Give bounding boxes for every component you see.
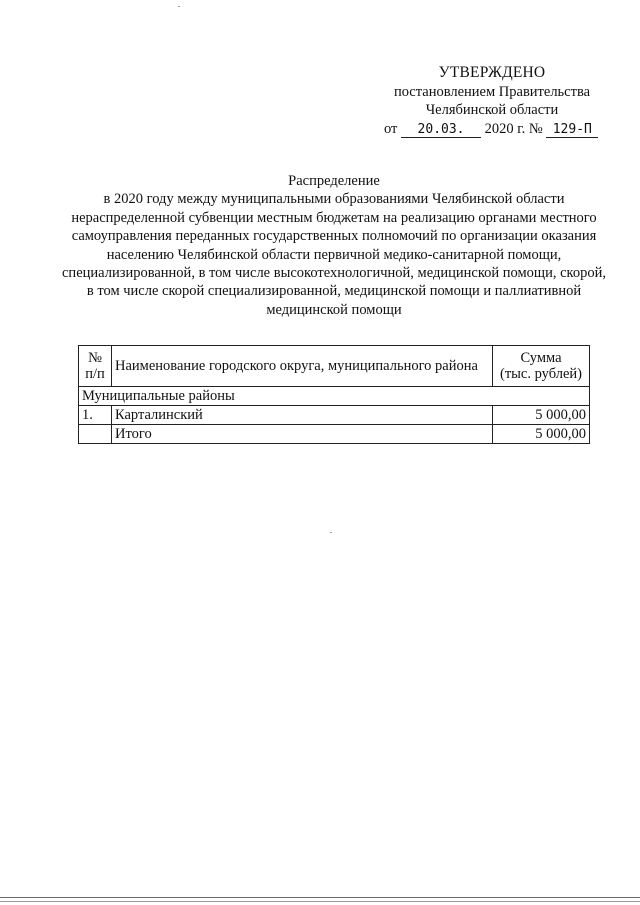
scan-edge-line-2 (0, 901, 640, 902)
table-header-row (79, 346, 590, 387)
decree-year-label: 2020 г. № (484, 120, 543, 137)
date-prefix: от (384, 120, 398, 137)
approval-date-line (384, 120, 612, 139)
scan-speck-top (178, 6, 180, 7)
approval-line-1: постановлением Правительства (393, 83, 591, 100)
scan-speck (330, 532, 332, 533)
table-row (79, 406, 590, 425)
distribution-table (78, 345, 590, 444)
section-label: Муниципальные районы (79, 387, 590, 406)
scan-edge-line (0, 897, 640, 898)
total-number (79, 425, 112, 444)
table-total-row (79, 425, 590, 444)
header-number-line-2: п/п (85, 366, 105, 382)
header-sum-line-1: Сумма (520, 350, 562, 366)
document-subtitle: в 2020 году между муниципальными образованиями Челябинской области нераспределенной субвенции местным бюджетам на реализацию органами местного самоуправления переданных государственных полномочий по организации оказания населению Челябинской области первичной медико-санитарной помощи, специализированной, в том числе высокотехнологичной, медицинской помощи, скорой, в том числе скорой специализированной, медицинской помощи и паллиативной медицинской помощи (62, 191, 606, 318)
header-name: Наименование городского округа, муниципального района (112, 346, 493, 387)
document-heading (60, 172, 608, 319)
decree-number: 129-П (546, 122, 598, 138)
approval-stamp (372, 64, 612, 138)
row-sum: 5 000,00 (493, 406, 590, 425)
approval-line-2: Челябинской области (425, 102, 559, 118)
header-sum-line-2: (тыс. рублей) (500, 366, 582, 382)
approval-title: УТВЕРЖДЕНО (438, 64, 546, 81)
total-label: Итого (112, 425, 493, 444)
header-number-line-1: № (88, 350, 102, 366)
document-title: Распределение (288, 173, 380, 189)
header-sum (493, 346, 590, 387)
total-sum: 5 000,00 (493, 425, 590, 444)
row-name: Карталинский (112, 406, 493, 425)
section-row (79, 387, 590, 406)
header-number (79, 346, 112, 387)
decree-date: 20.03. (401, 122, 481, 138)
row-number: 1. (79, 406, 112, 425)
